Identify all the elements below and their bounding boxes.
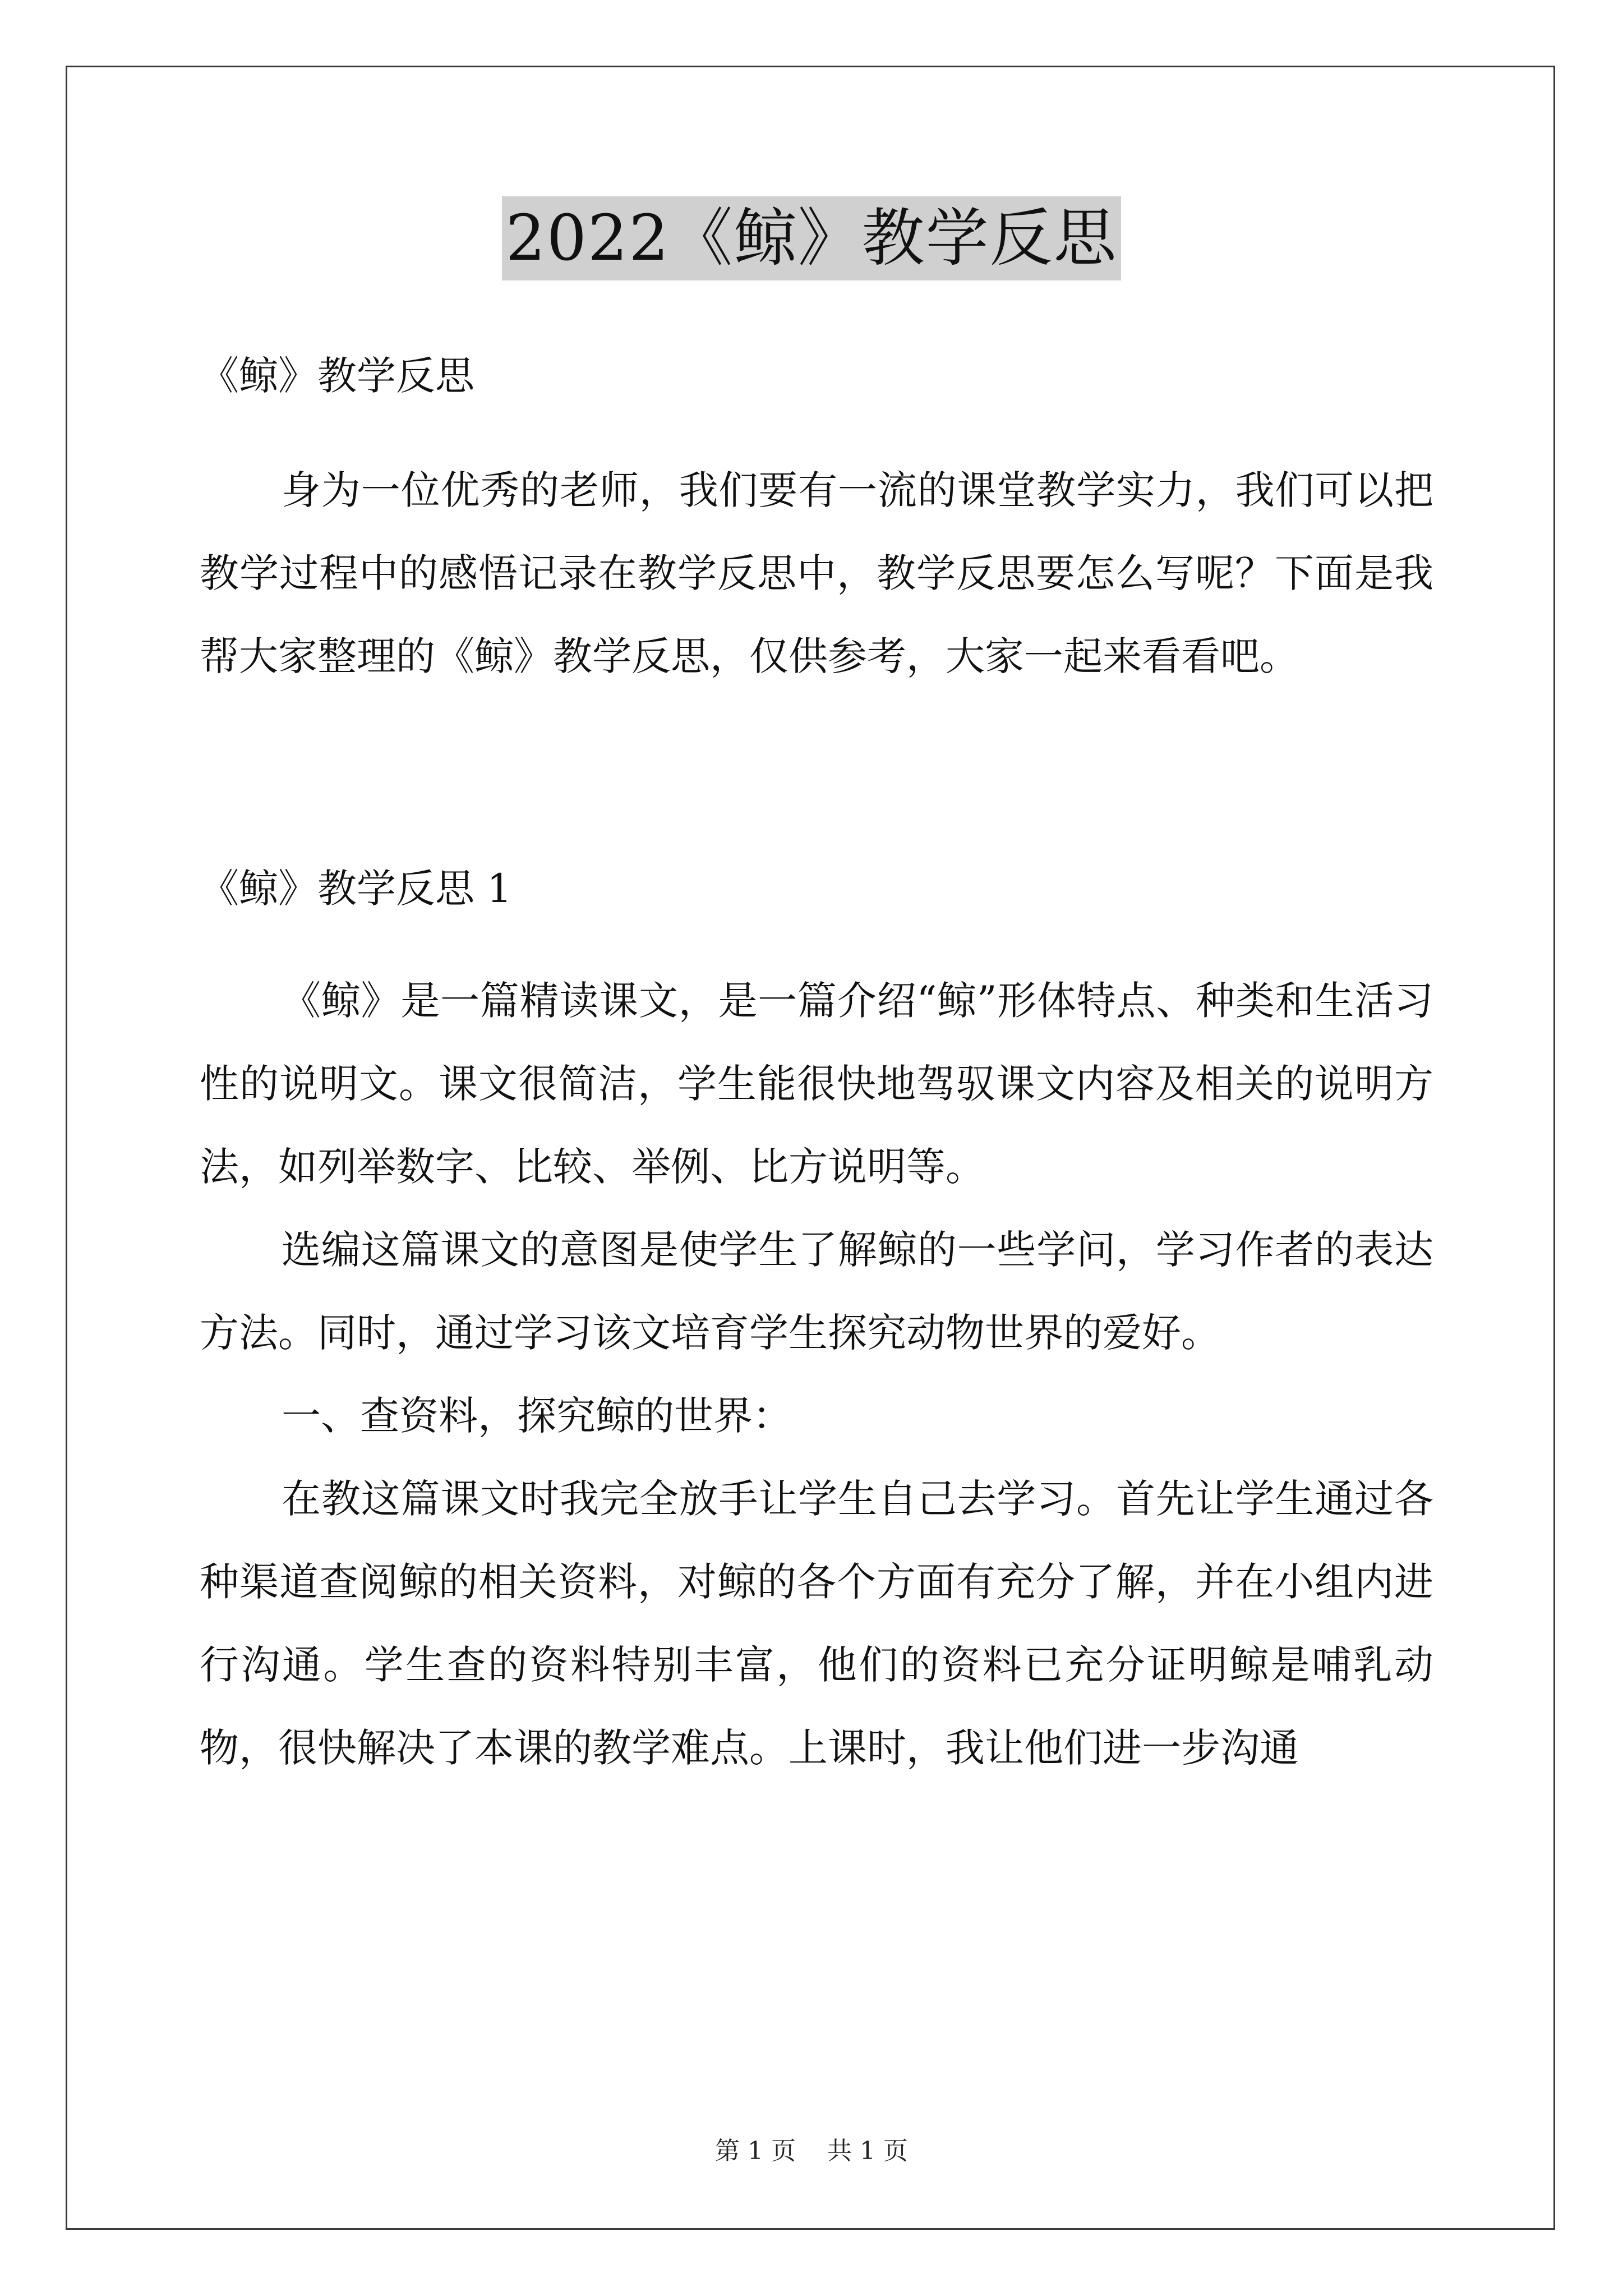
section-1-paragraph-3: 在教这篇课文时我完全放手让学生自己去学习。首先让学生通过各种渠道查阅鲸的相关资料，对鲸的各个方面有充分了解，并在小组内进行沟通。学生查的资料特别丰富，他们的资料已充分证明鲸是哺乳动物，很快解决了本课的教学难点。上课时，我让他们进一步沟通 — [200, 1476, 1433, 1771]
document-title: 2022《鲸》教学反思 — [502, 196, 1121, 280]
section-1-subheading: 一、查资料，探究鲸的世界： — [282, 1393, 792, 1439]
intro-heading: 《鲸》教学反思 — [200, 353, 474, 399]
document-body — [200, 314, 1433, 1789]
title-area — [0, 196, 1623, 280]
section-1-heading: 《鲸》教学反思 1 — [200, 866, 512, 912]
intro-paragraph: 身为一位优秀的老师，我们要有一流的课堂教学实力，我们可以把教学过程中的感悟记录在教学反思中，教学反思要怎么写呢？下面是我帮大家整理的《鲸》教学反思，仅供参考，大家一起来看看吧。 — [200, 467, 1433, 679]
section-1-paragraph-1: 《鲸》是一篇精读课文，是一篇介绍“鲸”形体特点、种类和生活习性的说明文。课文很简洁，学生能很快地驾驭课文内容及相关的说明方法，如列举数字、比较、举例、比方说明等。 — [200, 978, 1433, 1190]
section-1-paragraph-2: 选编这篇课文的意图是使学生了解鲸的一些学问，学习作者的表达方法。同时，通过学习该文培育学生探究动物世界的爱好。 — [200, 1227, 1433, 1356]
page-number-footer: 第 1 页 共 1 页 — [715, 2137, 908, 2165]
